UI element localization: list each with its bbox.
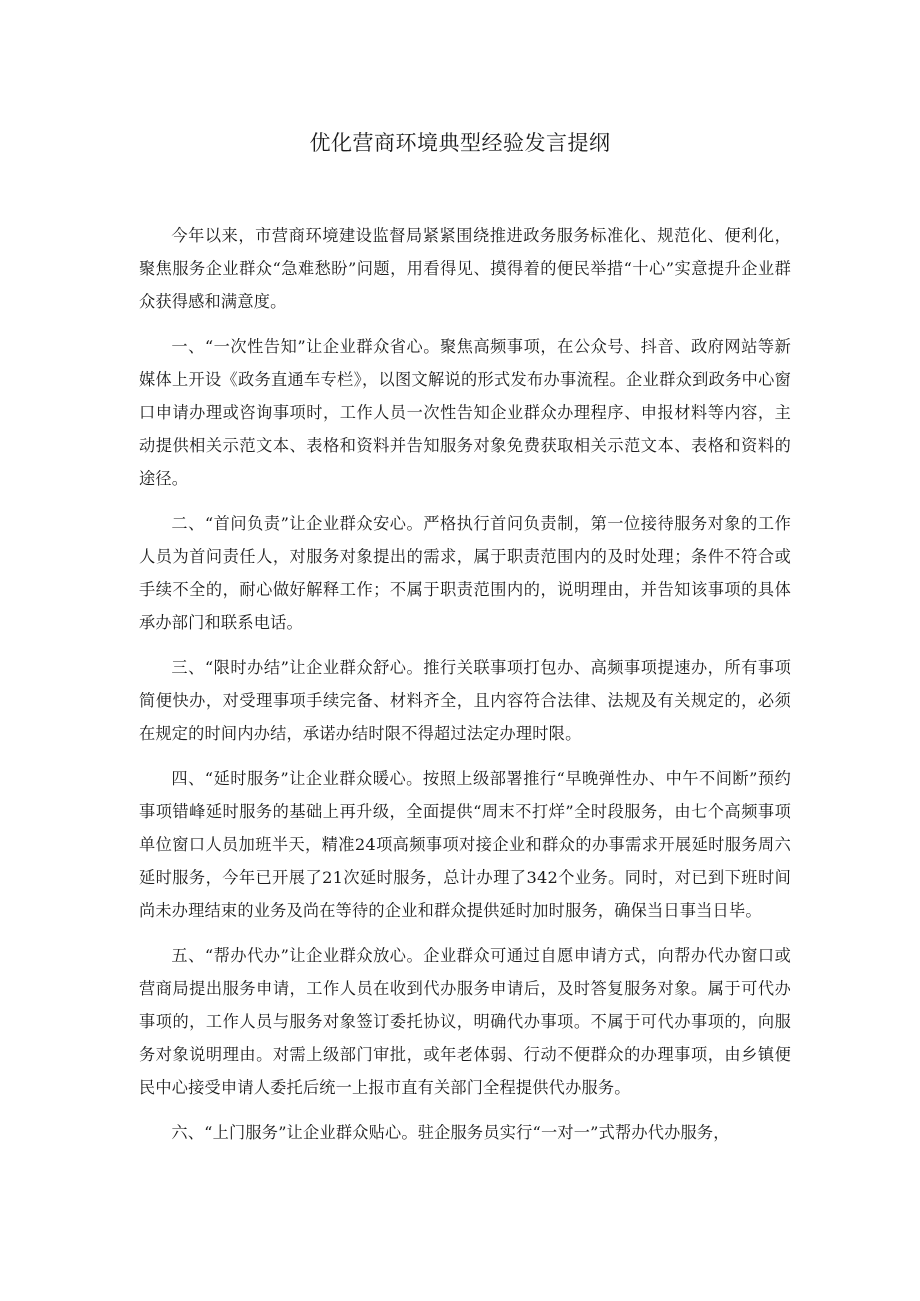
section-paragraph-3: 三、“限时办结”让企业群众舒心。推行关联事项打包办、高频事项提速办，所有事项简便快办，对受理事项手续完备、材料齐全，且内容符合法律、法规及有关规定的，必须在规定的时间内办结，承诺办结时限不得超过法定办理时限。 — [139, 658, 791, 743]
section-paragraph-2: 二、“首问负责”让企业群众安心。严格执行首问负责制，第一位接待服务对象的工作人员为首问责任人，对服务对象提出的需求，属于职责范围内的及时处理；条件不符合或手续不全的，耐心做好解释工作；不属于职责范围内的，说明理由，并告知该事项的具体承办部门和联系电话。 — [139, 514, 791, 632]
section-paragraph-5: 五、“帮办代办”让企业群众放心。企业群众可通过自愿申请方式，向帮办代办窗口或营商局提出服务申请，工作人员在收到代办服务申请后，及时答复服务对象。属于可代办事项的，工作人员与服务对象签订委托协议，明确代办事项。不属于可代办事项的，向服务对象说明理由。对需上级部门审批，或年老体弱、行动不便群众的办理事项，由乡镇便民中心接受申请人委托后统一上报市直有关部门全程提供代办服务。 — [139, 946, 791, 1097]
section-paragraph-4: 四、“延时服务”让企业群众暖心。按照上级部署推行“早晚弹性办、中午不间断”预约事项错峰延时服务的基础上再升级，全面提供“周末不打烊”全时段服务，由七个高频事项单位窗口人员加班半天，精准24项高频事项对接企业和群众的办事需求开展延时服务周六延时服务，今年已开展了21次延时服务，总计办理了342个业务。同时，对已到下班时间尚未办理结束的业务及尚在等待的企业和群众提供延时加时服务，确保当日事当日毕。 — [139, 769, 791, 920]
section-paragraph-6: 六、“上门服务”让企业群众贴心。驻企服务员实行“一对一”式帮办代办服务， — [171, 1123, 730, 1142]
intro-paragraph: 今年以来，市营商环境建设监督局紧紧围绕推进政务服务标准化、规范化、便利化，聚焦服务企业群众“急难愁盼”问题，用看得见、摸得着的便民举措“十心”实意提升企业群众获得感和满意度。 — [139, 226, 791, 311]
section-paragraph-1: 一、“一次性告知”让企业群众省心。聚焦高频事项，在公众号、抖音、政府网站等新媒体上开设《政务直通车专栏》，以图文解说的形式发布办事流程。企业群众到政务中心窗口申请办理或咨询事项时，工作人员一次性告知企业群众办理程序、申报材料等内容，主动提供相关示范文本、表格和资料并告知服务对象免费获取相关示范文本、表格和资料的途径。 — [139, 337, 791, 488]
document-title: 优化营商环境典型经验发言提纲 — [309, 131, 611, 155]
document-body — [139, 219, 791, 1161]
